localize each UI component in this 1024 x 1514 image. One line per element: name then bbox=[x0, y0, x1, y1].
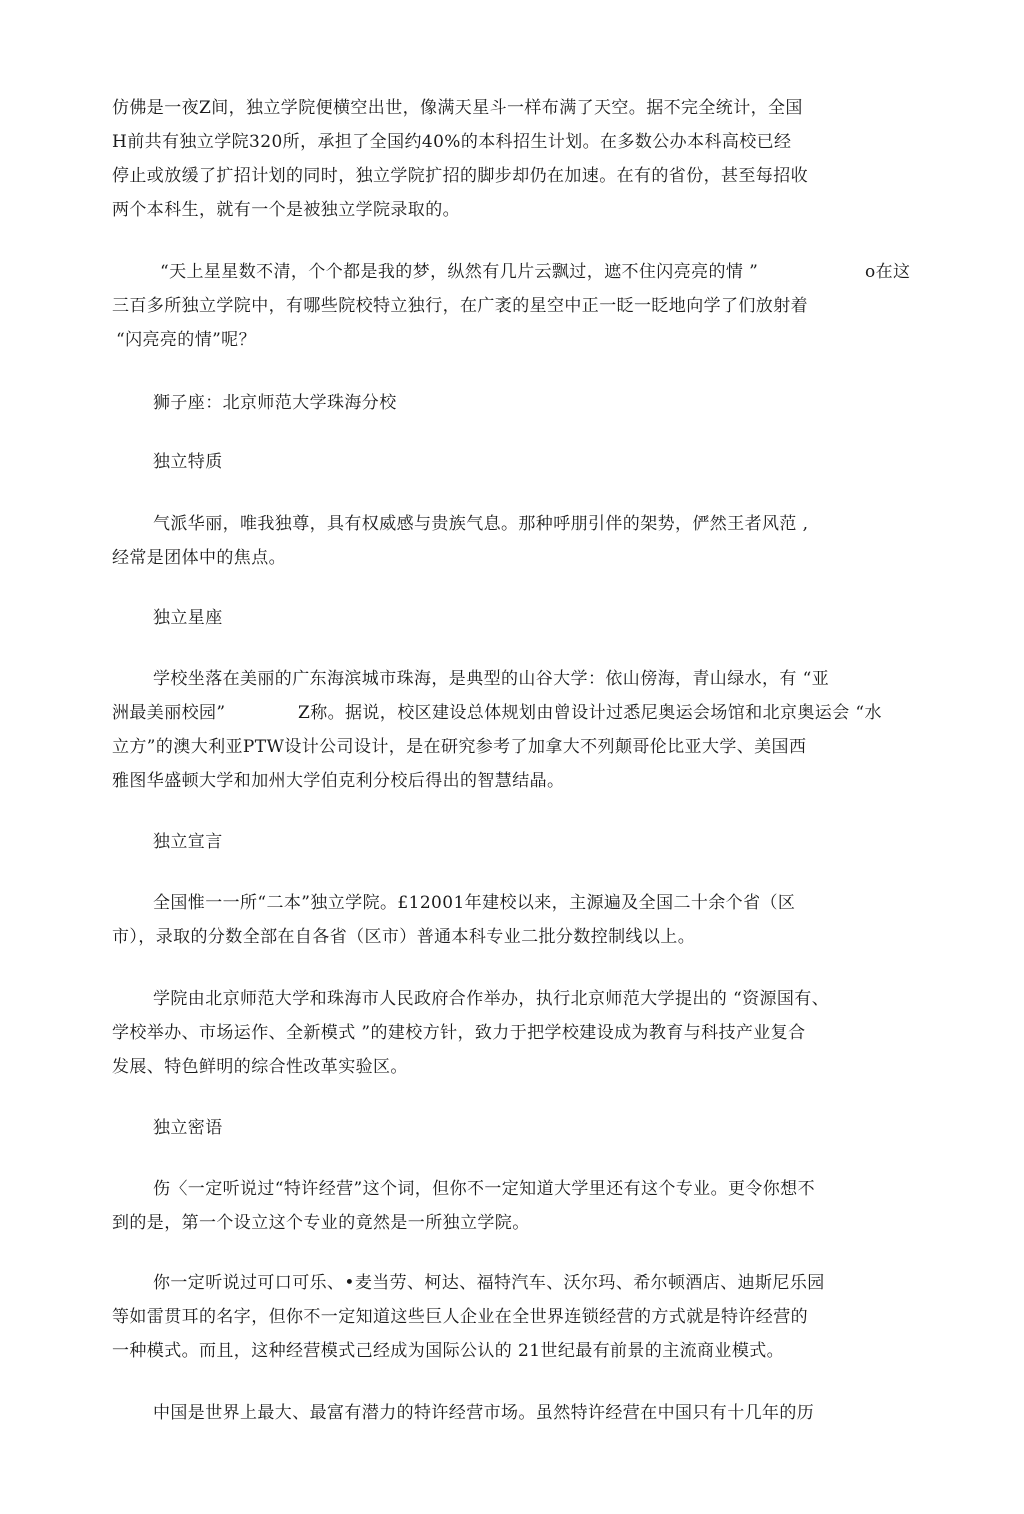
text-line: H前共有独立学院320所，承担了全国约40%的本科招生计划。在多数公办本科高校已经 bbox=[112, 132, 792, 152]
text-line: 市），录取的分数全部在自各省（区市）普通本科专业二批分数控制线以上。 bbox=[112, 927, 696, 947]
section-heading: 独立密语 bbox=[153, 1118, 223, 1138]
text-line: 到的是，第一个设立这个专业的竟然是一所独立学院。 bbox=[112, 1213, 530, 1233]
text-line: 洲最美丽校园” bbox=[112, 703, 226, 723]
text-line: 伤〈一定听说过“特许经营”这个词，但你不一定知道大学里还有这个专业。更令你想不 bbox=[153, 1179, 815, 1199]
text-line: 气派华丽，唯我独尊，具有权威感与贵族气息。那种呼朋引伴的架势，俨然王者风范 , bbox=[153, 514, 809, 534]
text-line: 中国是世界上最大、最富有潜力的特许经营市场。虽然特许经营在中国只有十几年的历 bbox=[153, 1403, 815, 1423]
text-line: Z称。据说，校区建设总体规划由曾设计过悉尼奥运会场馆和北京奥运会 “水 bbox=[298, 703, 882, 723]
text-line: 立方”的澳大利亚PTW设计公司设计，是在研究参考了加拿大不列颠哥伦比亚大学、美国西 bbox=[112, 737, 807, 757]
text-line: 三百多所独立学院中，有哪些院校特立独行，在广袤的星空中正一眨一眨地向学了们放射着 bbox=[112, 296, 808, 316]
text-line: 一种模式。而且，这种经营模式己经成为国际公认的 21世纪最有前景的主流商业模式。 bbox=[112, 1341, 785, 1361]
text-line: o在这 bbox=[865, 262, 911, 282]
text-line: 经常是团体中的焦点。 bbox=[112, 548, 286, 568]
section-heading: 独立宣言 bbox=[153, 832, 223, 852]
text-line: 全国惟一一所“二本”独立学院。£12001年建校以来，主源遍及全国二十余个省（区 bbox=[153, 893, 796, 913]
text-line: 雅图华盛顿大学和加州大学伯克利分校后得出的智慧结晶。 bbox=[112, 771, 565, 791]
text-line: 发展、特色鲜明的综合性改革实验区。 bbox=[112, 1057, 408, 1077]
section-heading: 独立特质 bbox=[153, 452, 223, 472]
text-line: 学校举办、市场运作、全新模式 ”的建校方针，致力于把学校建设成为教育与科技产业复合 bbox=[112, 1023, 806, 1043]
text-line: 学校坐落在美丽的广东海滨城市珠海，是典型的山谷大学：依山傍海，青山绿水，有 “亚 bbox=[153, 669, 830, 689]
text-line: “闪亮亮的情”呢？ bbox=[116, 330, 256, 350]
section-heading: 独立星座 bbox=[153, 608, 223, 628]
text-line: 学院由北京师范大学和珠海市人民政府合作举办，执行北京师范大学提出的 “资源国有、 bbox=[153, 989, 830, 1009]
text-line: 等如雷贯耳的名字，但你不一定知道这些巨人企业在全世界连锁经营的方式就是特许经营的 bbox=[112, 1307, 808, 1327]
text-line: “天上星星数不清，个个都是我的梦，纵然有几片云飘过，遮不住闪亮亮的情 ” bbox=[160, 262, 759, 282]
section-heading: 狮子座：北京师范大学珠海分校 bbox=[153, 393, 397, 413]
text-line: 仿佛是一夜Z间，独立学院便横空出世，像满天星斗一样布满了天空。据不完全统计，全国 bbox=[112, 98, 803, 118]
text-line: 两个本科生，就有一个是被独立学院录取的。 bbox=[112, 200, 460, 220]
text-line: 停止或放缓了扩招计划的同时，独立学院扩招的脚步却仍在加速。在有的省份，甚至每招收 bbox=[112, 166, 808, 186]
text-line: 你一定听说过可口可乐、•麦当劳、柯达、福特汽车、沃尔玛、希尔顿酒店、迪斯尼乐园 bbox=[153, 1273, 825, 1293]
